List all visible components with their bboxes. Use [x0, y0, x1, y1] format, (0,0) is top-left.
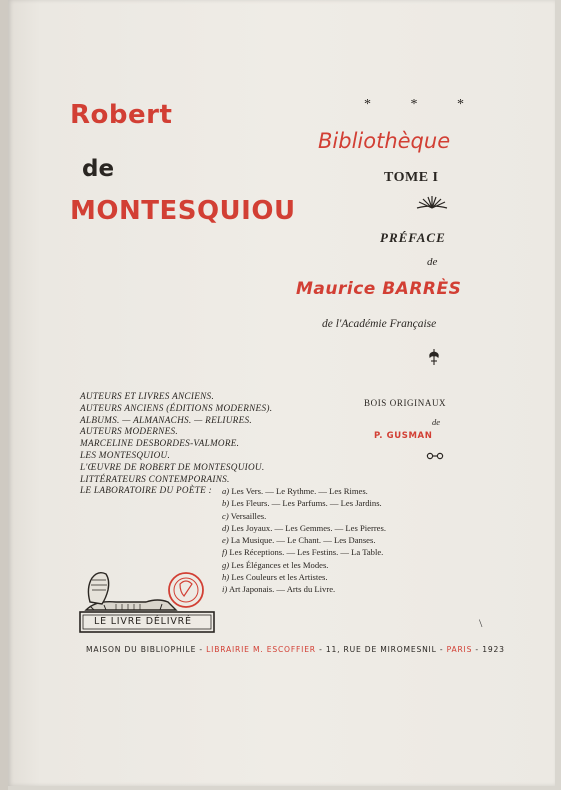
imprint-footer: MAISON DU BIBLIOPHILE - LIBRAIRIE M. ESCOFFIER - 11, RUE DE MIROMESNIL - PARIS - 1923 [86, 645, 505, 654]
address: 11, RUE DE MIROMESNIL [325, 645, 437, 654]
book-title: Bibliothèque [318, 129, 451, 153]
author-first-name: Robert [70, 100, 173, 130]
sublist-item: i) Art Japonais. — Arts du Livre. [222, 584, 336, 595]
preface-author: Maurice BARRÈS [296, 279, 462, 299]
contents-item: LITTÉRATEURS CONTEMPORAINS. [80, 473, 230, 484]
contents-item: AUTEURS ANCIENS (ÉDITIONS MODERNES). [80, 402, 273, 413]
contents-item: AUTEURS ET LIVRES ANCIENS. [80, 391, 215, 401]
page-edge [0, 0, 8, 790]
year: 1923 [482, 645, 505, 654]
contents-item: ALBUMS. — ALMANACHS. — RELIURES. [80, 414, 252, 425]
woodcuts-de: de [432, 417, 441, 427]
sublist-item: h) Les Couleurs et les Artistes. [222, 572, 328, 583]
contents-item: LE LABORATOIRE DU POÈTE : [80, 485, 213, 496]
sublist-item: a) Les Vers. — Le Rythme. — Les Rimes. [222, 486, 368, 496]
sublist-item: b) Les Fleurs. — Les Parfums. — Les Jardins. [222, 498, 382, 509]
preface-affiliation: de l'Académie Française [322, 318, 437, 330]
lily-ornament-icon [428, 348, 440, 366]
preface-de: de [427, 256, 438, 268]
sublist-item: g) Les Élégances et les Modes. [222, 559, 329, 570]
contents-item: L'ŒUVRE DE ROBERT DE MONTESQUIOU. [80, 461, 265, 472]
sublist-item: c) Versailles. [222, 510, 267, 521]
preface-label: PRÉFACE [380, 230, 446, 245]
laboratoire-sublist [222, 485, 386, 596]
author-particle: de [82, 156, 115, 182]
contents-item: MARCELINE DESBORDES-VALMORE. [80, 438, 240, 449]
city: PARIS [446, 645, 473, 654]
contents-item: AUTEURS MODERNES. [80, 426, 178, 437]
pencil-mark: \ [479, 616, 483, 630]
stars-ornament: * * * [364, 97, 482, 112]
sublist-item: e) La Musique. — Le Chant. — Les Danses. [222, 535, 376, 546]
fan-ornament-icon [415, 196, 449, 210]
title-page [8, 0, 555, 786]
contents-item: LES MONTESQUIOU. [80, 449, 171, 460]
volume-label: TOME I [384, 170, 439, 185]
author-last-name: MONTESQUIOU [70, 196, 296, 226]
sublist-item: f) Les Réceptions. — Les Festins. — La Table. [222, 547, 384, 558]
sublist-item: d) Les Joyaux. — Les Gemmes. — Les Pierres. [222, 522, 386, 533]
woodcuts-label: BOIS ORIGINAUX [364, 398, 447, 408]
small-ornament-icon [426, 452, 444, 460]
woodcuts-artist: P. GUSMAN [374, 431, 433, 441]
ex-libris-text: LE LIVRE DÉLIVRÉ [94, 616, 192, 627]
publisher-house: MAISON DU BIBLIOPHILE [86, 645, 197, 654]
librairie: LIBRAIRIE M. ESCOFFIER [206, 645, 316, 654]
contents-list [80, 391, 272, 497]
